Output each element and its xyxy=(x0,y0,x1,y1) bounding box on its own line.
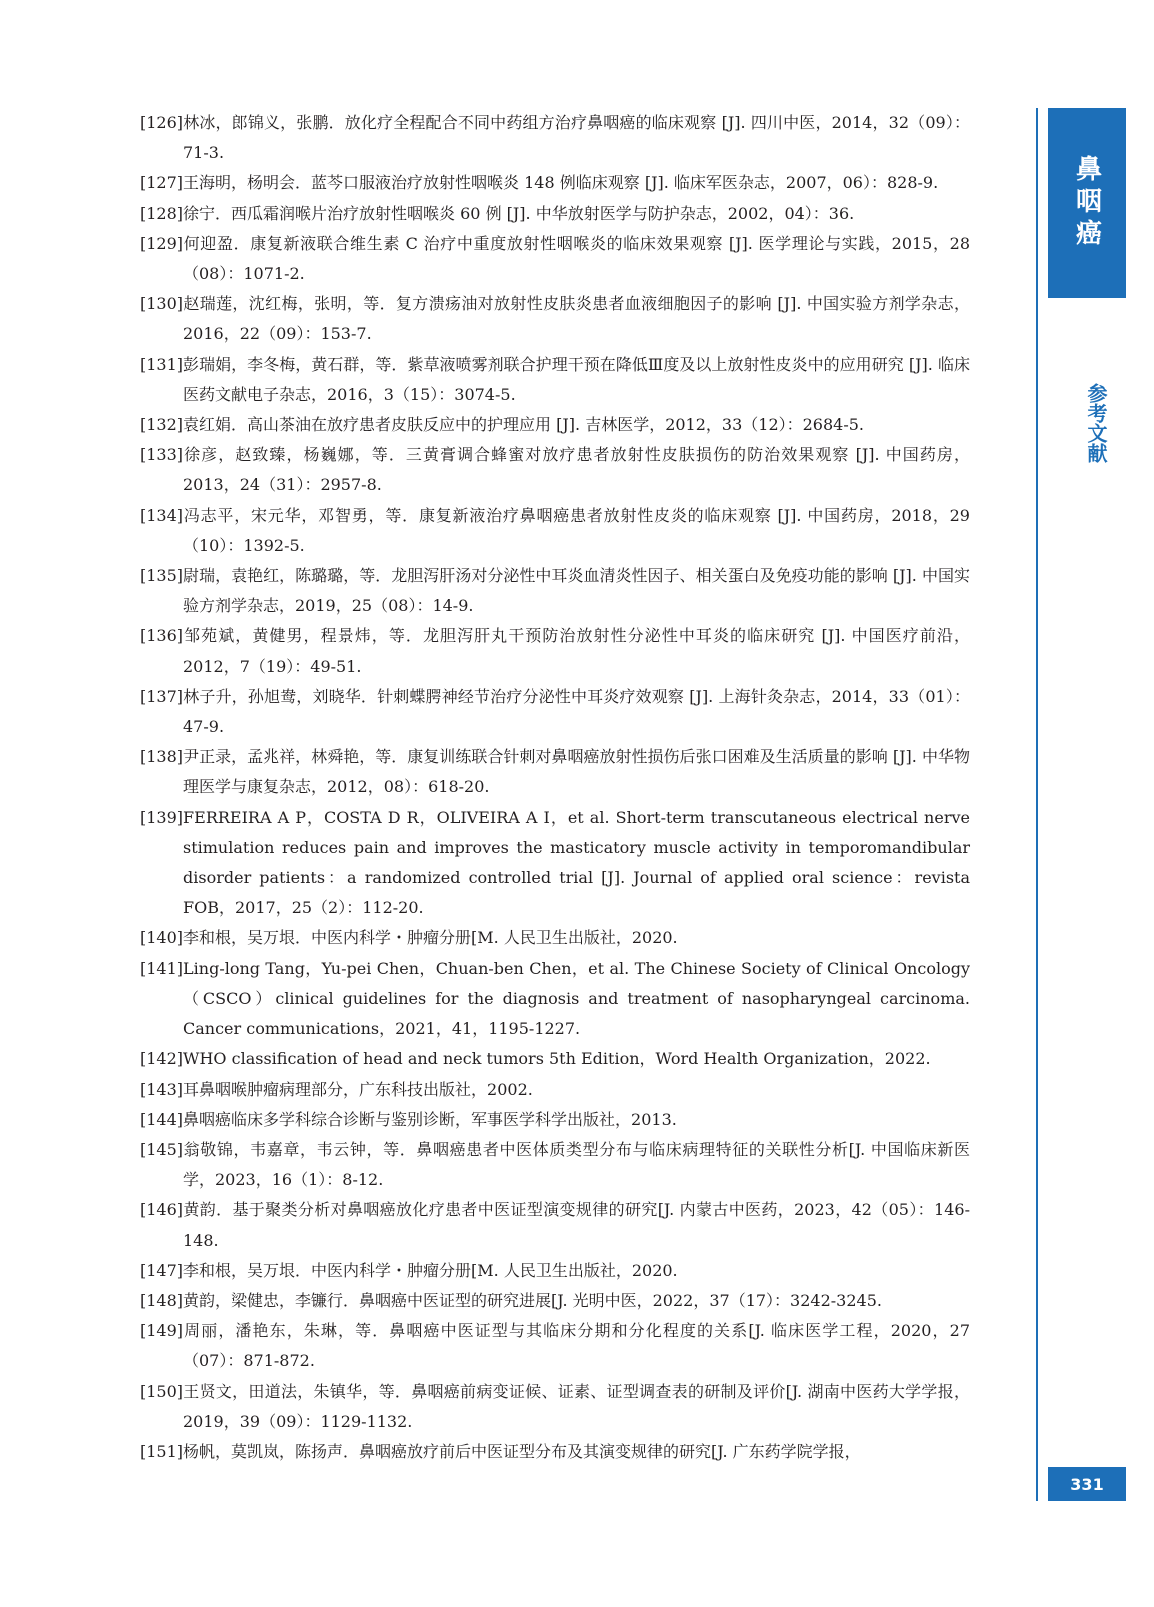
reference-item xyxy=(140,410,970,440)
reference-item xyxy=(140,168,970,198)
reference-text: 翁敬锦，韦嘉章，韦云钟，等．鼻咽癌患者中医体质类型分布与临床病理特征的关联性分析[J. 中国临床新医学，2023，16（1）：8-12. xyxy=(183,1139,970,1190)
reference-number: [128] xyxy=(140,203,184,223)
reference-text: 何迎盈．康复新液联合维生素 C 治疗中重度放射性咽喉炎的临床效果观察 [J]. 医学理论与实践，2015，28（08）：1071-2. xyxy=(183,233,970,284)
reference-text: 袁红娟．高山茶油在放疗患者皮肤反应中的护理应用 [J]. 吉林医学，2012，33（12）：2684-5. xyxy=(183,415,865,435)
reference-text: 徐宁．西瓜霜润喉片治疗放射性咽喉炎 60 例 [J]. 中华放射医学与防护杂志，2002，04）：36. xyxy=(183,203,855,223)
reference-item xyxy=(140,923,970,953)
reference-item xyxy=(140,742,970,802)
reference-item xyxy=(140,682,970,742)
reference-text: 周丽，潘艳东，朱琳，等．鼻咽癌中医证型与其临床分期和分化程度的关系[J. 临床医学工程，2020，27（07）：871-872. xyxy=(183,1321,970,1371)
reference-text: 杨帆，莫凯岚，陈扬声．鼻咽癌放疗前后中医证型分布及其演变规律的研究[J. 广东药学院学报， xyxy=(183,1441,861,1461)
reference-item xyxy=(140,108,970,168)
reference-number: [127] xyxy=(140,173,184,193)
reference-text: 黄韵．基于聚类分析对鼻咽癌放化疗患者中医证型演变规律的研究[J. 内蒙古中医药，2023，42（05）：146-148. xyxy=(183,1200,970,1250)
reference-item xyxy=(140,1075,970,1105)
reference-number: [135] xyxy=(140,566,184,586)
reference-item xyxy=(140,501,970,561)
reference-item xyxy=(140,1044,970,1074)
reference-text: 李和根，吴万垠．中医内科学・肿瘤分册[M. 人民卫生出版社，2020. xyxy=(183,1260,678,1280)
chapter-tab-title: 鼻咽癌 xyxy=(1071,155,1102,251)
reference-item xyxy=(140,803,970,924)
chapter-tab xyxy=(1048,108,1126,298)
reference-text: 耳鼻咽喉肿瘤病理部分，广东科技出版社，2002. xyxy=(183,1079,533,1099)
reference-number: [143] xyxy=(140,1079,184,1099)
reference-number: [148] xyxy=(140,1290,184,1310)
reference-item xyxy=(140,1316,970,1376)
reference-text: 王海明，杨明会．蓝芩口服液治疗放射性咽喉炎 148 例临床观察 [J]. 临床军医杂志，2007，06）：828-9. xyxy=(183,173,939,193)
reference-item xyxy=(140,1135,970,1195)
reference-number: [140] xyxy=(140,928,184,948)
reference-text: 赵瑞莲，沈红梅，张明，等．复方溃疡油对放射性皮肤炎患者血液细胞因子的影响 [J]. 中国实验方剂学杂志，2016，22（09）：153-7. xyxy=(183,294,970,344)
reference-number: [149] xyxy=(140,1321,184,1341)
reference-number: [139] xyxy=(140,807,184,827)
reference-item xyxy=(140,1195,970,1255)
reference-text: WHO classification of head and neck tumors 5th Edition，Word Health Organization，2022. xyxy=(183,1049,931,1069)
reference-text: 冯志平，宋元华，邓智勇，等．康复新液治疗鼻咽癌患者放射性皮炎的临床观察 [J]. 中国药房，2018，29（10）：1392-5. xyxy=(183,505,970,555)
reference-number: [133] xyxy=(140,445,184,465)
reference-text: 李和根，吴万垠．中医内科学・肿瘤分册[M. 人民卫生出版社，2020. xyxy=(183,928,678,948)
reference-text: 林冰，郎锦义，张鹏．放化疗全程配合不同中药组方治疗鼻咽癌的临床观察 [J]. 四川中医，2014，32（09）：71-3. xyxy=(183,113,970,163)
reference-number: [132] xyxy=(140,415,184,435)
reference-number: [141] xyxy=(140,958,184,978)
reference-text: 徐彦，赵致臻，杨巍娜，等．三黄膏调合蜂蜜对放疗患者放射性皮肤损伤的防治效果观察 [J]. 中国药房，2013，24（31）：2957-8. xyxy=(183,445,970,495)
reference-item xyxy=(140,199,970,229)
reference-number: [129] xyxy=(140,233,184,253)
reference-text: 林子升，孙旭鸯，刘晓华．针刺蝶腭神经节治疗分泌性中耳炎疗效观察 [J]. 上海针灸杂志，2014，33（01）：47-9. xyxy=(183,686,970,737)
reference-item xyxy=(140,350,970,410)
reference-number: [138] xyxy=(140,747,184,767)
reference-item xyxy=(140,440,970,500)
reference-item xyxy=(140,1256,970,1286)
reference-item xyxy=(140,1105,970,1135)
reference-number: [151] xyxy=(140,1441,184,1461)
reference-number: [142] xyxy=(140,1049,184,1069)
reference-text: 鼻咽癌临床多学科综合诊断与鉴别诊断，军事医学科学出版社，2013. xyxy=(183,1109,677,1129)
reference-number: [137] xyxy=(140,686,184,706)
reference-item xyxy=(140,954,970,1045)
reference-number: [134] xyxy=(140,505,184,525)
reference-text: FERREIRA A P，COSTA D R，OLIVEIRA A I，et al. Short-term transcutaneous electrical nerve stimulation reduces pain and improves the masticatory muscle activity in temporomandibular disorder patients：a randomized controlled trial [J]. Journal of applied oral science：revista FOB，2017，25（2）：112-20. xyxy=(183,807,971,918)
reference-item xyxy=(140,621,970,681)
reference-item xyxy=(140,289,970,349)
section-label: 参考文献 xyxy=(1084,383,1108,463)
reference-text: 王贤文，田道法，朱镇华，等．鼻咽癌前病变证候、证素、证型调查表的研制及评价[J. 湖南中医药大学学报，2019，39（09）：1129-1132. xyxy=(183,1381,970,1431)
margin-divider xyxy=(1036,108,1038,1501)
reference-text: 邹苑斌，黄健男，程景炜，等．龙胆泻肝丸干预防治放射性分泌性中耳炎的临床研究 [J]. 中国医疗前沿，2012，7（19）：49-51. xyxy=(183,626,970,676)
reference-text: 彭瑞娟，李冬梅，黄石群，等．紫草液喷雾剂联合护理干预在降低Ⅲ度及以上放射性皮炎中的应用研究 [J]. 临床医药文献电子杂志，2016，3（15）：3074-5. xyxy=(183,354,970,404)
reference-text: 黄韵，梁健忠，李镰行．鼻咽癌中医证型的研究进展[J. 光明中医，2022，37（17）：3242-3245. xyxy=(183,1290,882,1310)
reference-number: [136] xyxy=(140,626,184,646)
reference-item xyxy=(140,1286,970,1316)
reference-item xyxy=(140,1437,970,1467)
reference-list xyxy=(140,108,970,1467)
page-number: 331 xyxy=(1048,1467,1126,1501)
reference-text: 尉瑞，袁艳红，陈璐璐，等．龙胆泻肝汤对分泌性中耳炎血清炎性因子、相关蛋白及免疫功能的影响 [J]. 中国实验方剂学杂志，2019，25（08）：14-9. xyxy=(183,566,970,616)
reference-item xyxy=(140,1377,970,1437)
reference-text: 尹正录，孟兆祥，林舜艳，等．康复训练联合针刺对鼻咽癌放射性损伤后张口困难及生活质量的影响 [J]. 中华物理医学与康复杂志，2012，08）：618-20. xyxy=(183,747,970,797)
reference-number: [150] xyxy=(140,1381,184,1401)
reference-number: [145] xyxy=(140,1139,184,1159)
reference-number: [130] xyxy=(140,294,184,314)
reference-number: [147] xyxy=(140,1260,184,1280)
reference-item xyxy=(140,561,970,621)
reference-number: [146] xyxy=(140,1200,184,1220)
reference-number: [131] xyxy=(140,354,184,374)
reference-number: [126] xyxy=(140,113,184,132)
reference-item xyxy=(140,229,970,289)
reference-number: [144] xyxy=(140,1109,184,1129)
reference-text: Ling-long Tang，Yu-pei Chen，Chuan-ben Chen，et al. The Chinese Society of Clinical Oncology（CSCO）clinical guidelines for the diagnosis and treatment of nasopharyngeal carcinoma. Cancer communications，2021，41，1195-1227. xyxy=(183,958,970,1039)
